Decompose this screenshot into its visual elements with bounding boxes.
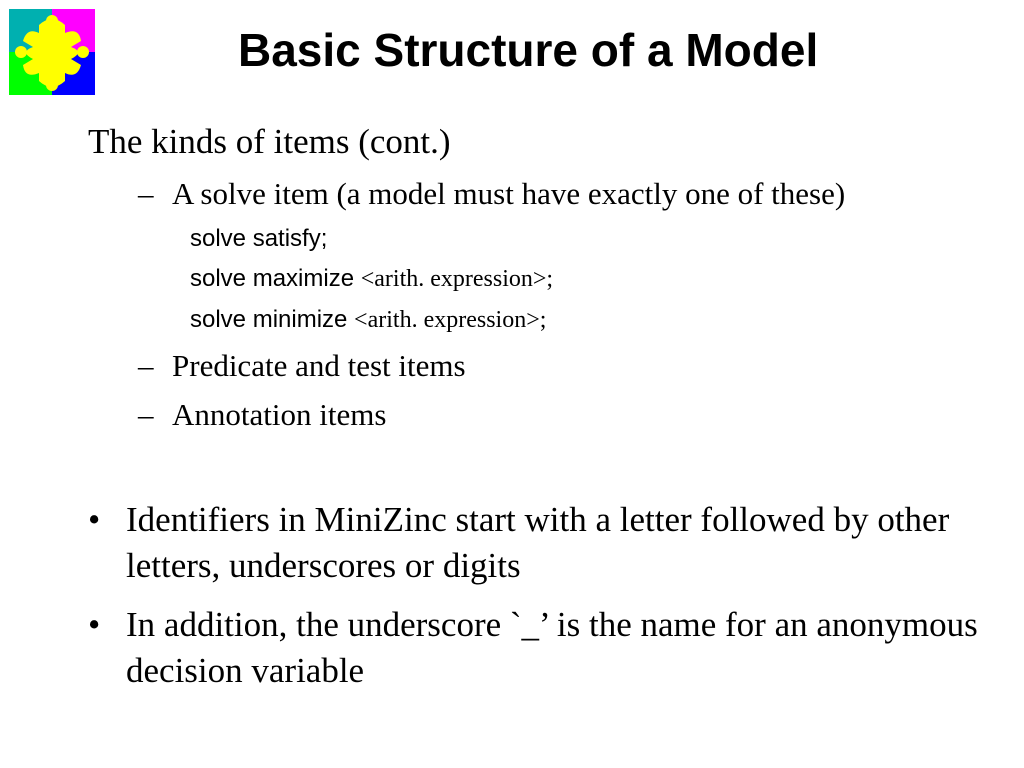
code-line-satisfy <box>190 222 327 256</box>
code-keyword: solve maximize <box>190 265 361 292</box>
dash-marker: – <box>138 397 154 432</box>
sub-item-text: A solve item (a model must have exactly one of these) <box>172 176 846 211</box>
section-heading: The kinds of items (cont.) <box>88 122 451 161</box>
sub-item-annotation <box>138 395 998 435</box>
code-keyword: solve minimize <box>190 306 355 333</box>
dash-marker: – <box>138 348 154 383</box>
bullet-text: Identifiers in MiniZinc start with a letter followed by other letters, underscores or digits <box>126 500 950 585</box>
bullet-underscore <box>88 602 988 694</box>
sub-item-solve <box>138 174 998 214</box>
code-expression: <arith. expression>; <box>360 266 554 292</box>
slide-title: Basic Structure of a Model <box>238 24 819 76</box>
code-line-minimize <box>190 303 546 337</box>
puzzle-logo <box>9 9 95 95</box>
bullet-identifiers <box>88 497 988 589</box>
dash-marker: – <box>138 176 154 211</box>
bullet-marker: • <box>88 605 101 644</box>
code-keyword: solve satisfy; <box>190 225 328 252</box>
bullet-marker: • <box>88 500 101 539</box>
bullet-text: In addition, the underscore `_’ is the name for an anonymous decision variable <box>126 605 978 690</box>
code-expression: <arith. expression>; <box>354 307 547 333</box>
sub-item-text: Annotation items <box>172 397 387 432</box>
sub-item-predicate <box>138 346 998 386</box>
code-line-maximize <box>190 262 553 296</box>
sub-item-text: Predicate and test items <box>172 348 466 383</box>
